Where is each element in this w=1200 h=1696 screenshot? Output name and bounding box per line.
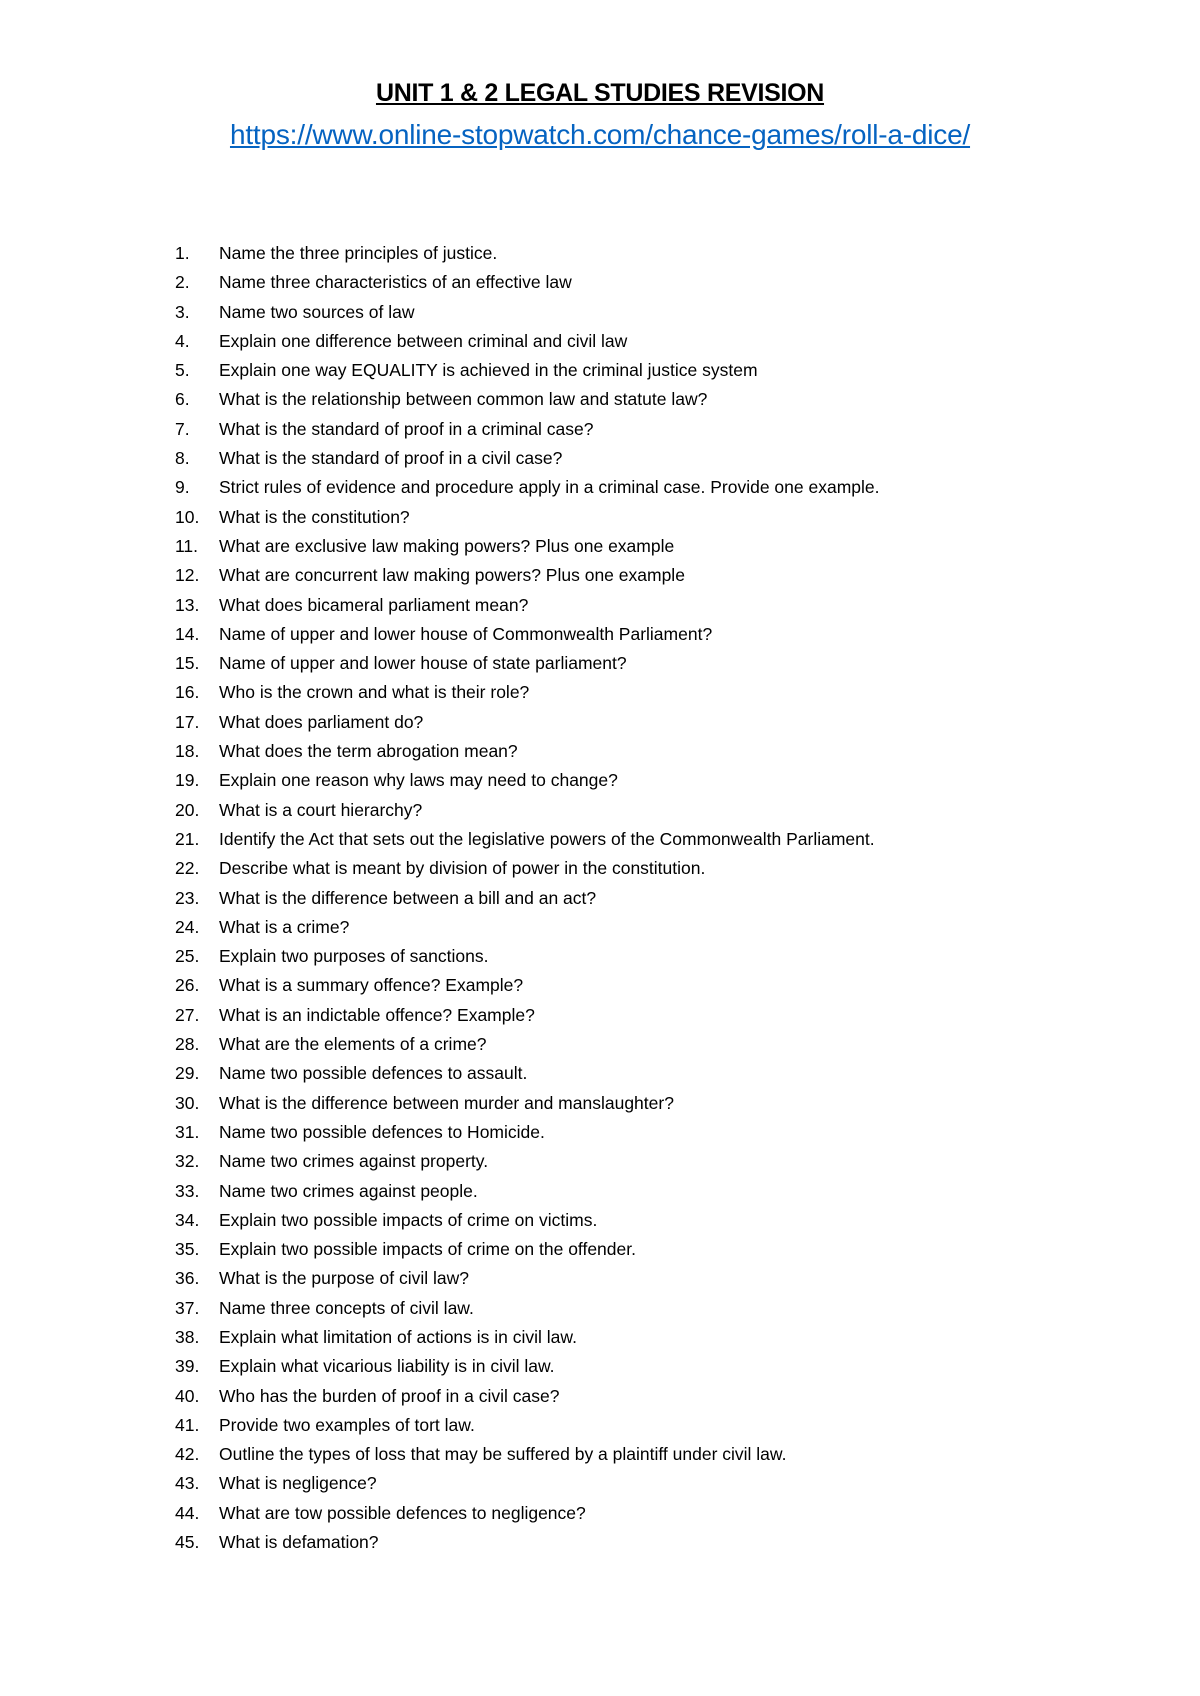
- question-number: 5.: [175, 360, 190, 381]
- question-item: [175, 327, 880, 356]
- question-number: 17.: [175, 711, 200, 732]
- question-number: 14.: [175, 623, 200, 644]
- question-number: 7.: [175, 418, 190, 439]
- question-number: 24.: [175, 916, 200, 937]
- question-item: [175, 708, 880, 737]
- question-number: 21.: [175, 828, 200, 849]
- question-text: Explain two possible impacts of crime on the offender.: [219, 1239, 636, 1260]
- question-number: 16.: [175, 682, 200, 703]
- question-text: Strict rules of evidence and procedure apply in a criminal case. Provide one example.: [219, 477, 880, 498]
- question-item: [175, 415, 880, 444]
- question-item: [175, 1382, 880, 1411]
- question-text: What is the relationship between common law and statute law?: [219, 389, 708, 410]
- question-item: [175, 1177, 880, 1206]
- question-text: Name two possible defences to Homicide.: [219, 1121, 545, 1142]
- question-item: [175, 1030, 880, 1059]
- question-item: [175, 503, 880, 532]
- question-text: Name the three principles of justice.: [219, 243, 498, 263]
- question-text: Name three concepts of civil law.: [219, 1297, 474, 1318]
- question-item: [175, 825, 880, 854]
- question-text: What is a summary offence? Example?: [219, 975, 524, 996]
- question-item: [175, 1528, 880, 1557]
- question-item: [175, 444, 880, 473]
- question-item: [175, 1499, 880, 1528]
- question-item: [175, 532, 880, 561]
- question-number: 27.: [175, 1004, 200, 1025]
- question-number: 1.: [175, 243, 190, 263]
- question-list: [175, 239, 880, 1557]
- question-item: [175, 473, 880, 502]
- question-number: 25.: [175, 946, 200, 967]
- question-number: 26.: [175, 975, 200, 996]
- question-text: Name two crimes against property.: [219, 1151, 489, 1172]
- dice-game-link[interactable]: https://www.online-stopwatch.com/chance-games/roll-a-dice/: [229, 119, 971, 150]
- question-text: What is the standard of proof in a criminal case?: [219, 418, 594, 439]
- question-number: 44.: [175, 1502, 200, 1523]
- question-text: Who is the crown and what is their role?: [219, 682, 530, 703]
- question-number: 41.: [175, 1414, 200, 1435]
- question-number: 4.: [175, 330, 190, 351]
- question-text: What are concurrent law making powers? Plus one example: [219, 565, 685, 586]
- question-number: 12.: [175, 565, 200, 586]
- question-number: 37.: [175, 1297, 200, 1318]
- question-text: What is the difference between murder and manslaughter?: [219, 1092, 674, 1113]
- question-text: Explain what limitation of actions is in civil law.: [219, 1326, 577, 1347]
- question-text: What is the difference between a bill and an act?: [219, 887, 597, 908]
- question-text: Outline the types of loss that may be suffered by a plaintiff under civil law.: [219, 1444, 787, 1465]
- question-item: [175, 1147, 880, 1176]
- question-text: Name two possible defences to assault.: [219, 1063, 528, 1084]
- question-text: Explain one reason why laws may need to change?: [219, 770, 618, 791]
- question-number: 3.: [175, 301, 190, 322]
- question-text: Name two sources of law: [219, 301, 415, 322]
- question-number: 33.: [175, 1180, 200, 1201]
- question-item: [175, 1469, 880, 1498]
- question-number: 13.: [175, 594, 200, 615]
- question-item: [175, 1235, 880, 1264]
- question-number: 11.: [175, 535, 199, 556]
- question-item: [175, 913, 880, 942]
- question-item: [175, 1323, 880, 1352]
- question-number: 29.: [175, 1063, 200, 1084]
- question-item: [175, 1118, 880, 1147]
- question-text: What are the elements of a crime?: [219, 1034, 487, 1055]
- question-item: [175, 1206, 880, 1235]
- question-number: 34.: [175, 1209, 200, 1230]
- question-text: What is the constitution?: [219, 506, 410, 527]
- question-number: 8.: [175, 448, 190, 469]
- question-text: What is an indictable offence? Example?: [219, 1004, 535, 1025]
- question-item: [175, 678, 880, 707]
- question-item: [175, 356, 880, 385]
- question-text: Provide two examples of tort law.: [219, 1414, 475, 1435]
- question-item: [175, 737, 880, 766]
- question-text: What is a crime?: [219, 916, 350, 937]
- question-number: 43.: [175, 1473, 200, 1494]
- question-text: What does the term abrogation mean?: [219, 741, 518, 762]
- question-number: 15.: [175, 653, 200, 674]
- question-text: What is negligence?: [219, 1473, 377, 1494]
- question-item: [175, 766, 880, 795]
- question-number: 39.: [175, 1356, 200, 1377]
- question-number: 19.: [175, 770, 200, 791]
- question-text: Name three characteristics of an effective law: [219, 272, 572, 293]
- question-item: [175, 942, 880, 971]
- question-number: 42.: [175, 1444, 200, 1465]
- question-item: [175, 239, 880, 268]
- question-text: Who has the burden of proof in a civil case?: [219, 1385, 560, 1406]
- question-number: 2.: [175, 272, 190, 293]
- question-text: Describe what is meant by division of power in the constitution.: [219, 858, 706, 879]
- question-number: 30.: [175, 1092, 200, 1113]
- question-text: What is defamation?: [219, 1532, 379, 1553]
- question-number: 6.: [175, 389, 190, 410]
- question-text: Explain two purposes of sanctions.: [219, 946, 489, 967]
- question-text: What is the purpose of civil law?: [219, 1268, 469, 1289]
- question-item: [175, 1352, 880, 1381]
- question-number: 38.: [175, 1326, 200, 1347]
- question-number: 28.: [175, 1034, 200, 1055]
- question-item: [175, 796, 880, 825]
- question-item: [175, 561, 880, 590]
- question-item: [175, 1001, 880, 1030]
- question-number: 10.: [175, 506, 200, 527]
- question-text: What does bicameral parliament mean?: [219, 594, 529, 615]
- question-text: Name of upper and lower house of state parliament?: [219, 653, 627, 674]
- question-text: Explain one way EQUALITY is achieved in the criminal justice system: [219, 360, 758, 381]
- question-number: 45.: [175, 1532, 200, 1553]
- question-number: 40.: [175, 1385, 200, 1406]
- question-item: [175, 1294, 880, 1323]
- question-item: [175, 1264, 880, 1293]
- question-number: 32.: [175, 1151, 200, 1172]
- question-item: [175, 971, 880, 1000]
- question-text: Explain two possible impacts of crime on victims.: [219, 1209, 598, 1230]
- question-text: Name of upper and lower house of Commonwealth Parliament?: [219, 623, 713, 644]
- question-item: [175, 1440, 880, 1469]
- question-item: [175, 385, 880, 414]
- question-item: [175, 620, 880, 649]
- question-text: What is a court hierarchy?: [219, 799, 423, 820]
- question-text: What does parliament do?: [219, 711, 424, 732]
- question-text: Explain what vicarious liability is in civil law.: [219, 1356, 555, 1377]
- question-text: What are tow possible defences to negligence?: [219, 1502, 586, 1523]
- question-number: 18.: [175, 741, 200, 762]
- question-item: [175, 591, 880, 620]
- question-item: [175, 884, 880, 913]
- question-item: [175, 1411, 880, 1440]
- question-item: [175, 1059, 880, 1088]
- question-number: 22.: [175, 858, 200, 879]
- question-text: What are exclusive law making powers? Plus one example: [219, 535, 675, 556]
- question-item: [175, 1089, 880, 1118]
- question-number: 36.: [175, 1268, 200, 1289]
- question-text: What is the standard of proof in a civil case?: [219, 448, 563, 469]
- question-number: 20.: [175, 799, 200, 820]
- question-number: 23.: [175, 887, 200, 908]
- question-item: [175, 649, 880, 678]
- question-item: [175, 854, 880, 883]
- question-number: 35.: [175, 1239, 200, 1260]
- document-title: UNIT 1 & 2 LEGAL STUDIES REVISION: [375, 79, 825, 107]
- question-item: [175, 268, 880, 297]
- question-text: Identify the Act that sets out the legislative powers of the Commonwealth Parliament.: [219, 828, 875, 849]
- question-item: [175, 298, 880, 327]
- question-number: 31.: [175, 1121, 200, 1142]
- question-text: Name two crimes against people.: [219, 1180, 478, 1201]
- question-number: 9.: [175, 477, 190, 498]
- question-text: Explain one difference between criminal and civil law: [219, 330, 628, 351]
